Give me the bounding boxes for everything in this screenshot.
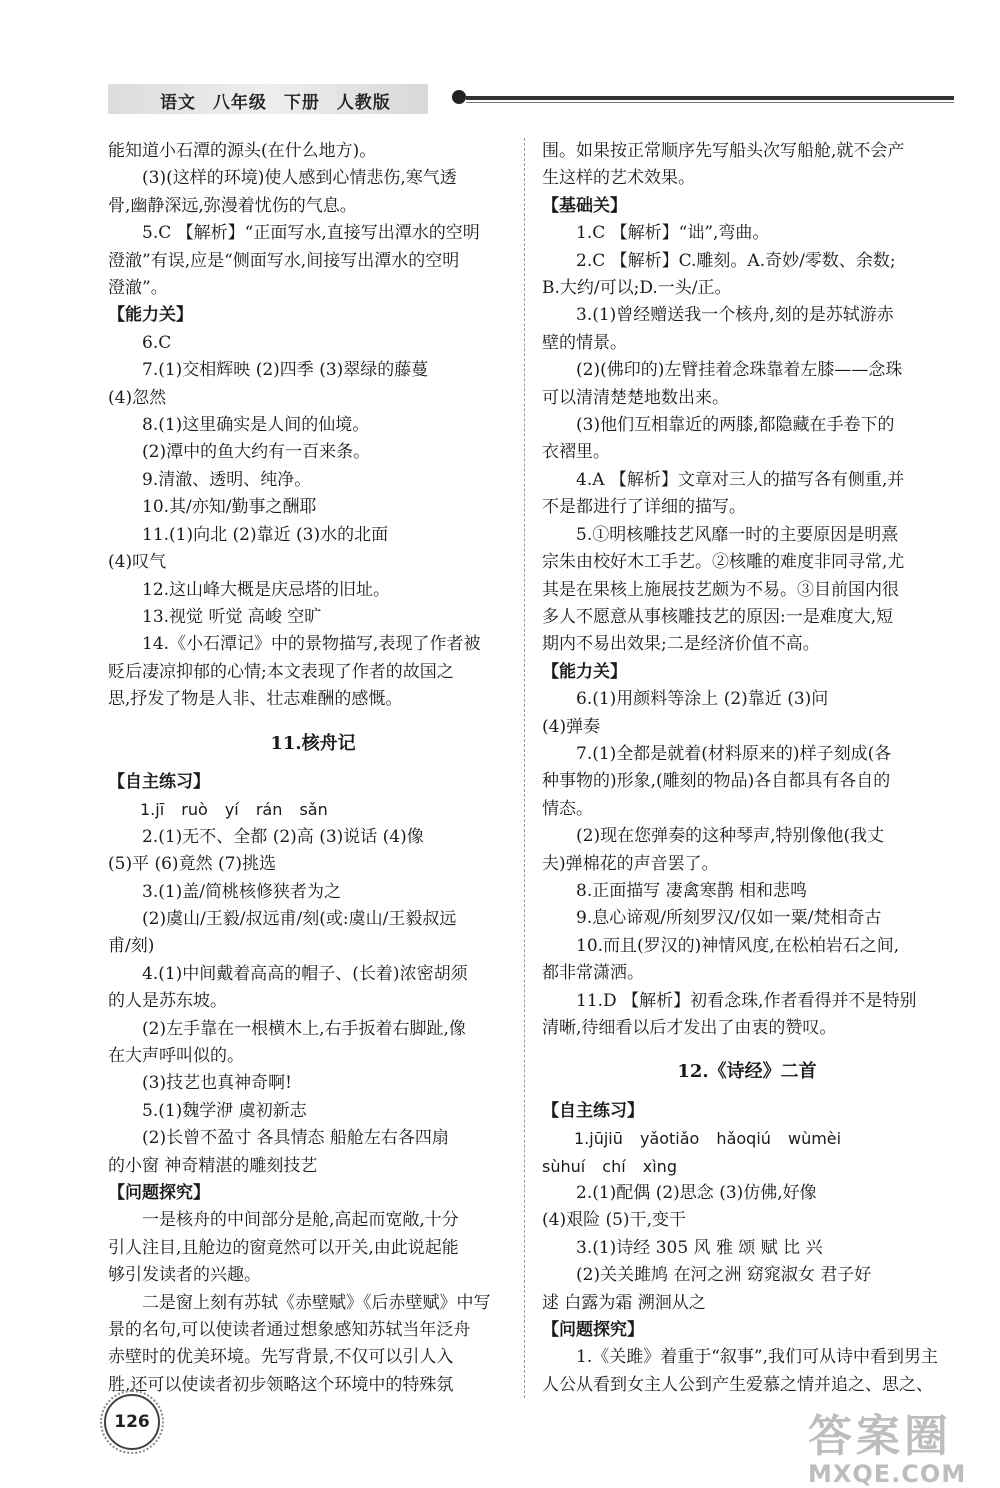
text-line: 清晰,待细看以后才发出了由衷的赞叹。 [542, 1018, 837, 1038]
text-line: 11.D 【解析】初看念珠,作者看得并不是特别 [576, 990, 917, 1011]
header-rule [466, 96, 954, 100]
text-line: 7.(1)全都是就着(材料原来的)样子刻成(各 [576, 743, 892, 764]
text-line: 14.《小石潭记》中的景物描写,表现了作者被 [142, 634, 481, 655]
section-heading: 【基础关】 [542, 195, 627, 216]
text-line: 贬后凄凉抑郁的心情;本文表现了作者的故国之 [108, 661, 454, 682]
text-line: 二是窗上刻有苏轼《赤壁赋》《后赤壁赋》中写 [142, 1292, 491, 1313]
text-line: 情态。 [542, 798, 593, 819]
text-line: 的人是苏东坡。 [108, 991, 227, 1012]
text-line: (2)现在您弹奏的这种琴声,特别像他(我丈 [576, 826, 885, 847]
text-line: 种事物的)形象,(雕刻的物品)各自都具有各自的 [542, 771, 891, 792]
text-line: 1.jūjiū yǎotiǎo hǎoqiú wùmèi [574, 1129, 842, 1149]
text-line: 其是在果核上施展技艺颇为不易。③目前国内很 [542, 579, 899, 600]
text-line: (2)(佛印的)左臂挂着念珠靠着左膝——念珠 [576, 360, 903, 381]
text-line: 4.A 【解析】文章对三人的描写各有侧重,并 [576, 469, 905, 490]
text-line: (3)(这样的环境)使人感到心情悲伤,寒气透 [142, 168, 457, 189]
header-rule-thin [466, 102, 954, 103]
text-line: 都非常潇洒。 [542, 963, 644, 984]
text-line: 5.①明核雕技艺风靡一时的主要原因是明熹 [576, 524, 899, 545]
watermark-logo [808, 1400, 988, 1488]
text-line: (2)关关雎鸠 在河之洲 窈窕淑女 君子好 [576, 1265, 872, 1286]
text-line: 衣褶里。 [542, 442, 610, 463]
text-line: 6.(1)用颜料等涂上 (2)靠近 (3)问 [576, 689, 829, 710]
text-line: 澄澈”。 [108, 278, 168, 299]
text-line: (4)忽然 [108, 387, 167, 408]
text-line: 8.(1)这里确实是人间的仙境。 [142, 415, 370, 436]
text-line: 的小窗 神奇精湛的雕刻技艺 [108, 1155, 318, 1176]
text-line: 11.(1)向北 (2)靠近 (3)水的北面 [142, 524, 389, 545]
section-heading: 【能力关】 [108, 305, 193, 326]
text-line: (3)他们互相靠近的两膝,都隐藏在手卷下的 [576, 415, 895, 436]
text-line: 引人注目,且舱边的窗竟然可以开关,由此说起能 [108, 1237, 459, 1258]
lesson-title: 12.《诗经》二首 [677, 1061, 817, 1083]
text-line: 生这样的艺术效果。 [542, 168, 695, 189]
watermark-text: 答案圈 [808, 1411, 952, 1462]
right-column [542, 138, 952, 1399]
text-line: 一是核舟的中间部分是舱,高起而宽敞,十分 [142, 1210, 459, 1231]
text-line: 7.(1)交相辉映 (2)四季 (3)翠绿的藤蔓 [142, 360, 429, 381]
text-line: B.大约/可以;D.一头/正。 [542, 278, 732, 299]
text-line: 4.(1)中间戴着高高的帽子、(长着)浓密胡须 [142, 963, 468, 984]
text-line: 3.(1)诗经 305 风 雅 颂 赋 比 兴 [576, 1237, 823, 1258]
text-line: 5.C 【解析】“正面写水,直接写出潭水的空明 [142, 223, 480, 244]
text-line: 10.而且(罗汉的)神情风度,在松柏岩石之间, [576, 935, 900, 956]
text-line: (4)叹气 [108, 552, 167, 573]
text-line: (5)平 (6)竟然 (7)挑选 [108, 854, 277, 875]
section-heading: 【问题探究】 [542, 1320, 644, 1341]
text-line: 9.息心谛观/所刻罗汉/仅如一粟/梵相奇古 [576, 908, 882, 929]
text-line: 1.jī ruò yí rán sǎn [140, 800, 328, 820]
text-line: 够引发读者的兴趣。 [108, 1265, 261, 1286]
text-line: (3)技艺也真神奇啊! [142, 1073, 292, 1094]
text-line: 骨,幽静深远,弥漫着忧伤的气息。 [108, 195, 357, 216]
text-line: 围。如果按正常顺序先写船头次写船舱,就不会产 [542, 141, 905, 161]
running-header: 语文 八年级 下册 人教版 [160, 93, 391, 113]
text-line: 8.正面描写 凄禽寒鹊 相和悲鸣 [576, 880, 808, 901]
text-line: 壁的情景。 [542, 332, 627, 353]
text-line: 澄澈”有误,应是“侧面写水,间接写出潭水的空明 [108, 250, 460, 271]
text-line: 1.C 【解析】“诎”,弯曲。 [576, 223, 770, 244]
text-line: 3.(1)盖/简桃核修狭者为之 [142, 881, 342, 902]
text-line: 3.(1)曾经赠送我一个核舟,刻的是苏轼游赤 [576, 305, 894, 326]
text-line: 胜,还可以使读者初步领略这个环境中的特殊氛 [108, 1374, 454, 1395]
text-line: 2.C 【解析】C.雕刻。A.奇妙/零数、余数; [576, 250, 896, 271]
text-line: 景的名句,可以使读者通过想象感知苏轼当年泛舟 [108, 1320, 471, 1341]
text-line: 甫/刻) [108, 936, 155, 957]
page-number: 126 [104, 1394, 160, 1450]
text-line: (2)虞山/王毅/叔远甫/刻(或:虞山/王毅叔远 [142, 908, 457, 929]
text-line: 5.(1)魏学洢 虞初新志 [142, 1100, 307, 1121]
text-line: 不是都进行了详细的描写。 [542, 497, 746, 518]
text-line: 12.这山峰大概是庆忌塔的旧址。 [142, 579, 391, 600]
text-line: (2)长曾不盈寸 各具情态 船舱左右各四扇 [142, 1128, 449, 1149]
watermark-url: MXQE.COM [808, 1460, 967, 1488]
text-line: 可以清清楚楚地数出来。 [542, 387, 729, 408]
text-line: 6.C [142, 332, 172, 353]
text-line: 赤壁时的优美环境。先写背景,不仅可以引人入 [108, 1347, 454, 1368]
text-line: 人公从看到女主人公到产生爱慕之情并追之、思之、 [542, 1374, 933, 1395]
text-line: 逑 白露为霜 溯洄从之 [542, 1292, 706, 1313]
text-line: (4)艰险 (5)干,变干 [542, 1210, 686, 1231]
lesson-title: 11.核舟记 [270, 732, 356, 754]
text-line: 13.视觉 听觉 高峻 空旷 [142, 606, 322, 627]
text-line: 9.清澈、透明、纯净。 [142, 469, 312, 490]
text-line: 期内不易出效果;二是经济价值不高。 [542, 634, 820, 655]
text-line: 2.(1)无不、全都 (2)高 (3)说话 (4)像 [142, 826, 424, 847]
text-line: (2)左手靠在一根横木上,右手扳着右脚趾,像 [142, 1018, 466, 1039]
section-heading: 【能力关】 [542, 661, 627, 682]
text-line: 夫)弹棉花的声音罢了。 [542, 853, 719, 874]
text-line: 多人不愿意从事核雕技艺的原因:一是难度大,短 [542, 606, 894, 627]
text-line: 思,抒发了物是人非、壮志难酬的感慨。 [108, 689, 403, 710]
text-line: 能知道小石潭的源头(在什么地方)。 [108, 141, 377, 161]
section-heading: 【问题探究】 [108, 1183, 210, 1204]
header-dot-icon [452, 90, 466, 104]
section-heading: 【自主练习】 [108, 771, 210, 792]
section-heading: 【自主练习】 [542, 1100, 644, 1121]
text-line: 2.(1)配偶 (2)思念 (3)仿佛,好像 [576, 1183, 817, 1204]
text-line: 10.其/亦知/勤事之酬耶 [142, 497, 317, 518]
text-line: 在大声呼叫似的。 [108, 1046, 244, 1066]
text-line: (4)弹奏 [542, 716, 601, 737]
column-divider [524, 138, 525, 1398]
text-line: (2)潭中的鱼大约有一百来条。 [142, 442, 371, 463]
text-line: sùhuí chí xìng [542, 1156, 677, 1176]
left-column [108, 138, 518, 1399]
text-line: 1.《关雎》着重于“叙事”,我们可从诗中看到男主 [576, 1347, 939, 1368]
text-line: 宗朱由校好木工手艺。②核雕的难度非同寻常,尤 [542, 552, 905, 573]
